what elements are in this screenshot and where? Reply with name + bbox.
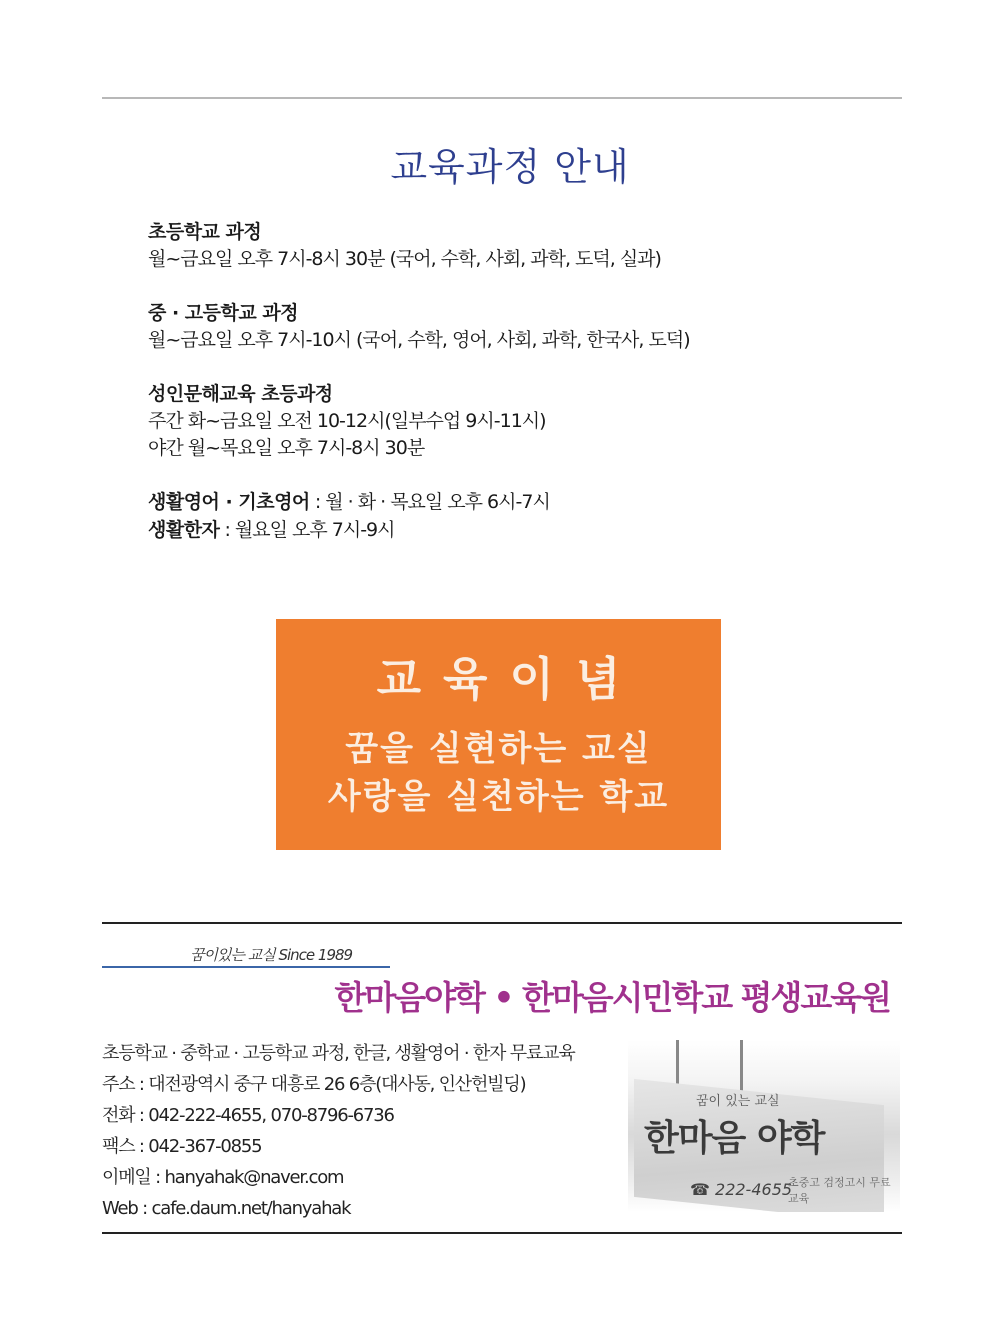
course-schedule: : 월요일 오후 7시-9시 [219,519,395,541]
photo-text-phone: ☎ 222-4655 [690,1180,793,1199]
photo-text-big: 한마음 야학 [644,1117,825,1159]
info-web[interactable]: Web : cafe.daum.net/hanyahak [102,1198,351,1219]
top-divider [102,97,902,99]
education-philosophy-banner [276,619,721,850]
footer-divider [102,922,902,924]
curriculum-heading: 성인문해교육 초등과정 [148,383,333,405]
curriculum-line: 야간 월~목요일 오후 7시-8시 30분 [148,437,425,459]
bottom-divider [102,1232,902,1234]
course-schedule: : 월 · 화 · 목요일 오후 6시-7시 [309,491,550,513]
curriculum-middle-high [148,299,868,354]
since-tagline: 꿈이있는 교실 Since 1989 [190,946,353,964]
curriculum-heading: 초등학교 과정 [148,221,262,243]
organization-name: 한마음야학 • 한마음시민학교 평생교육원 [334,978,890,1017]
course-label: 생활한자 [148,519,220,541]
curriculum-line: 주간 화~금요일 오전 10-12시(일부수업 9시-11시) [148,410,546,432]
banner-line: 꿈을 실현하는 교실 [345,729,652,769]
curriculum-line: 월~금요일 오후 7시-8시 30분 (국어, 수학, 사회, 과학, 도덕, 실과) [148,248,661,270]
page-title: 교육과정 안내 [390,145,630,189]
photo-text-small: 꿈이 있는 교실 [696,1094,780,1109]
info-email[interactable]: 이메일 : hanyahak@naver.com [102,1167,344,1188]
course-label: 생활영어 · 기초영어 [148,491,310,513]
info-address: 주소 : 대전광역시 중구 대흥로 26 6층(대사동, 인산헌빌딩) [102,1074,526,1095]
contact-info [102,1038,662,1224]
curriculum-line: 월~금요일 오후 7시-10시 (국어, 수학, 영어, 사회, 과학, 한국사, 도덕) [148,329,690,351]
curriculum-section [148,218,868,544]
photo-text-side: 초중고 검정고시 무료교육 [788,1176,891,1205]
photo-pole [740,1040,743,1092]
curriculum-heading: 중 · 고등학교 과정 [148,302,299,324]
curriculum-hanja [148,516,868,544]
info-fax: 팩스 : 042-367-0855 [102,1136,262,1157]
curriculum-english [148,488,868,516]
curriculum-adult-literacy [148,380,868,462]
school-banner-photo [628,1040,900,1212]
info-phone: 전화 : 042-222-4655, 070-8796-6736 [102,1105,394,1126]
info-courses: 초등학교 · 중학교 · 고등학교 과정, 한글, 생활영어 · 한자 무료교육 [102,1043,575,1064]
banner-line: 사랑을 실천하는 학교 [327,777,670,817]
banner-title: 교육이념 [376,652,643,706]
curriculum-elementary [148,218,868,273]
tagline-underline [102,966,390,968]
